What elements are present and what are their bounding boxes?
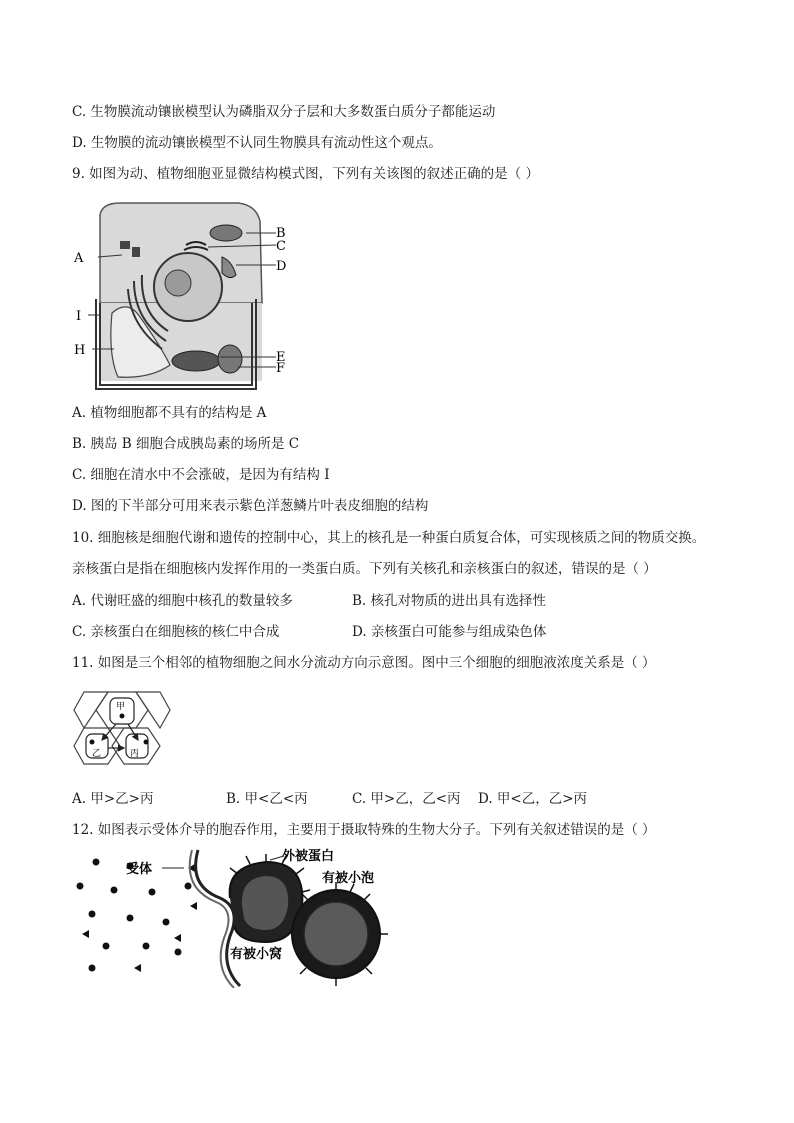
figure-label-f: F (276, 361, 286, 376)
q9-option-a: A. 植物细胞都不具有的结构是 A (72, 405, 267, 421)
figure-label-e: E (276, 350, 286, 365)
figure-label-h: H (74, 343, 86, 358)
q9-option-c: C. 细胞在清水中不会涨破，是因为有结构 I (72, 467, 330, 483)
cell-label-jia: 甲 (116, 702, 126, 712)
q11-option-a: A. 甲>乙>丙 (72, 791, 154, 807)
label-receptor: 受体 (126, 862, 153, 877)
figure-label-c: C (276, 239, 286, 254)
q10-option-c: C. 亲核蛋白在细胞核的核仁中合成 (72, 624, 280, 640)
q10-option-b: B. 核孔对物质的进出具有选择性 (352, 593, 547, 609)
cell-label-bing: 丙 (130, 749, 140, 759)
label-outer-coat: 外被蛋白 (282, 849, 335, 864)
figure-label-i: I (76, 309, 82, 324)
figure-label-b: B (276, 226, 286, 241)
q10-stem-line2: 亲核蛋白是指在细胞核内发挥作用的一类蛋白质。下列有关核孔和亲核蛋白的叙述，错误的是（ ） (72, 561, 657, 577)
q10-option-d: D. 亲核蛋白可能参与组成染色体 (352, 624, 547, 640)
q10-stem-line1: 10. 细胞核是细胞代谢和遗传的控制中心，其上的核孔是一种蛋白质复合体，可实现核质之间的物质交换。 (72, 530, 706, 546)
q11-option-d: D. 甲<乙，乙>丙 (478, 791, 588, 807)
endocytosis-figure (70, 846, 390, 988)
water-flow-figure (72, 686, 172, 772)
q11-stem: 11. 如图是三个相邻的植物细胞之间水分流动方向示意图。图中三个细胞的细胞液浓度关系是（ ） (72, 655, 656, 671)
q11-option-c: C. 甲>乙，乙<丙 (352, 791, 461, 807)
q10-option-a: A. 代谢旺盛的细胞中核孔的数量较多 (72, 593, 293, 609)
label-coated-vesicle: 有被小泡 (322, 871, 375, 886)
q12-stem: 12. 如图表示受体介导的胞吞作用，主要用于摄取特殊的生物大分子。下列有关叙述错误的是（ ） (72, 822, 656, 838)
q9-stem: 9. 如图为动、植物细胞亚显微结构模式图，下列有关该图的叙述正确的是（ ） (72, 166, 539, 182)
q11-option-b: B. 甲<乙<丙 (226, 791, 308, 807)
cell-label-yi: 乙 (92, 749, 102, 759)
figure-label-d: D (276, 259, 287, 274)
figure-label-a: A (74, 251, 84, 266)
q8-option-c: C. 生物膜流动镶嵌模型认为磷脂双分子层和大多数蛋白质分子都能运动 (72, 104, 496, 120)
q9-option-b: B. 胰岛 B 细胞合成胰岛素的场所是 C (72, 436, 300, 452)
cell-ultrastructure-figure (70, 195, 292, 395)
q8-option-d: D. 生物膜的流动镶嵌模型不认同生物膜具有流动性这个观点。 (72, 135, 442, 151)
label-coated-pit: 有被小窝 (230, 947, 283, 962)
q9-option-d: D. 图的下半部分可用来表示紫色洋葱鳞片叶表皮细胞的结构 (72, 498, 429, 514)
